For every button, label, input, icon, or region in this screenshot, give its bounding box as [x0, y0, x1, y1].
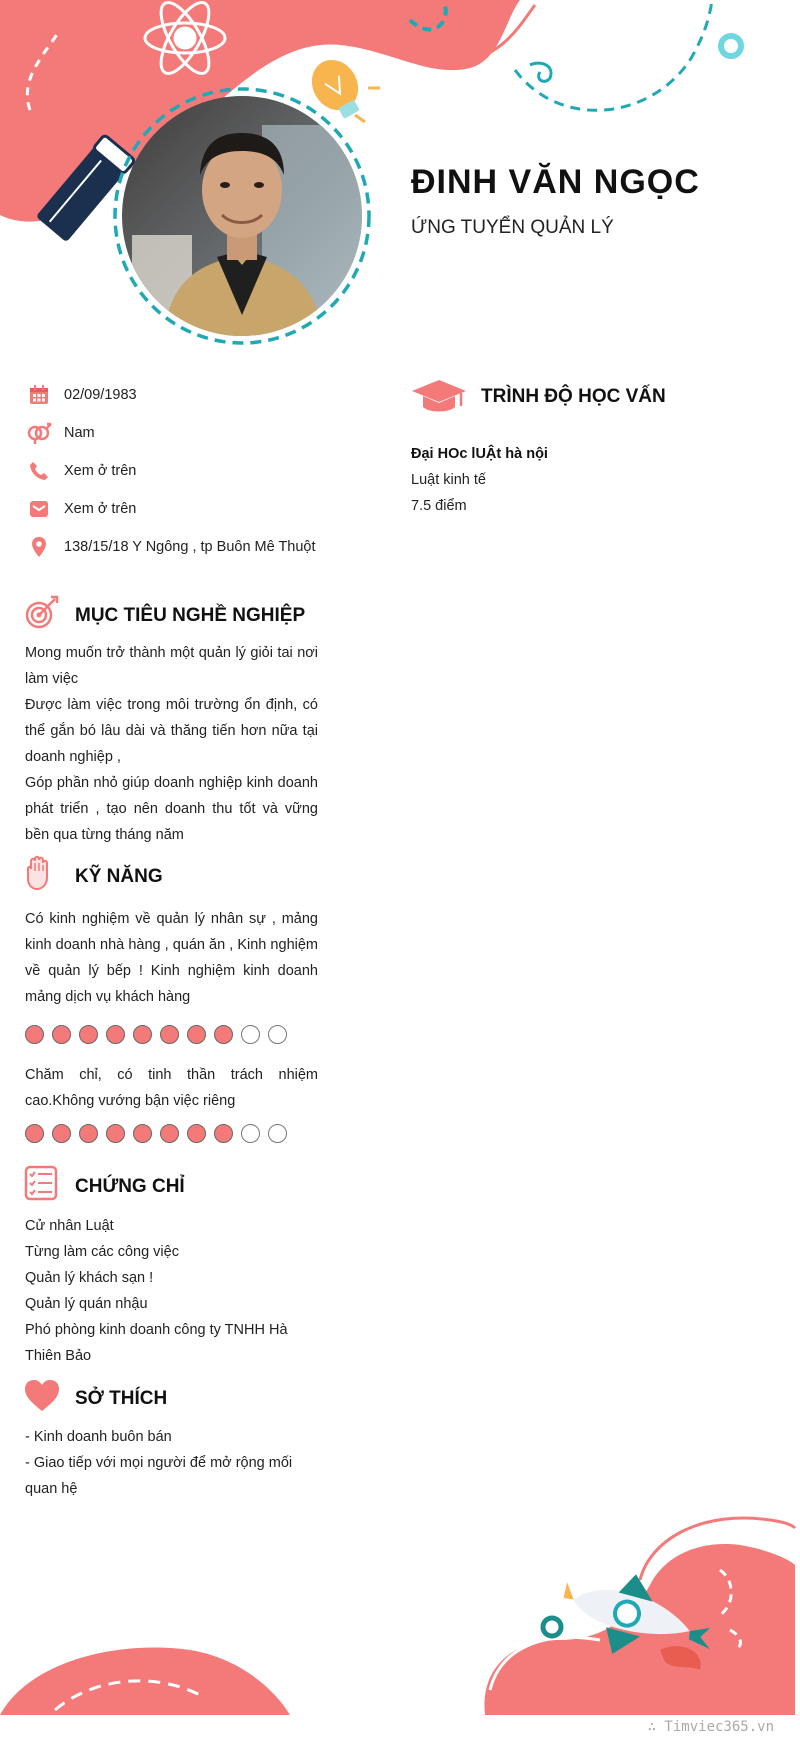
address-row: [26, 535, 316, 559]
checklist-icon: [24, 1165, 60, 1201]
rating-dot-empty: [241, 1025, 260, 1044]
location-pin-icon: [26, 536, 52, 558]
address-text: 138/15/18 Y Ngông , tp Buôn Mê Thuột: [64, 539, 316, 555]
job-position: ỨNG TUYỂN QUẢN LÝ: [411, 217, 614, 238]
gender-text: Nam: [64, 425, 95, 441]
birthdate-row: [26, 383, 137, 407]
calendar-icon: [26, 384, 52, 406]
rating-dot-filled: [25, 1124, 44, 1143]
fist-icon: [22, 855, 58, 891]
certificate-item: Quản lý khách sạn !: [25, 1270, 154, 1286]
email-text: Xem ở trên: [64, 501, 137, 517]
skill-1-text: Có kinh nghiệm về quản lý nhân sự , mảng kinh doanh nhà hàng , quán ăn , Kinh nghiệm về quản lý bếp ! Kinh nghiệm kinh doanh mảng dịch vụ khách hàng: [25, 911, 318, 1005]
objective-title: MỤC TIÊU NGHỀ NGHIỆP: [75, 605, 306, 626]
certificates-list: [25, 1213, 318, 1369]
bottom-decoration: [0, 1500, 800, 1720]
gender-icon: [26, 422, 52, 444]
watermark-icon: ∴: [647, 1719, 665, 1735]
gender-row: [26, 421, 95, 445]
certificate-item: Từng làm các công việc: [25, 1244, 179, 1260]
education-major: Luật kinh tế: [411, 472, 486, 488]
objective-text: [25, 640, 318, 848]
objective-line: Được làm việc trong môi trường ổn định, có thể gắn bó lâu dài và thăng tiến hơn nữa tại doanh nghiệp ,: [25, 697, 318, 765]
rating-dot-filled: [52, 1124, 71, 1143]
hobbies-title: SỞ THÍCH: [75, 1388, 168, 1409]
rating-dot-filled: [52, 1025, 71, 1044]
rating-dot-filled: [160, 1025, 179, 1044]
objective-line: Mong muốn trở thành một quản lý giỏi tai nơi làm việc: [25, 645, 318, 687]
skill-2-text: Chăm chỉ, có tinh thần trách nhiệm cao.Không vướng bận việc riêng: [25, 1067, 318, 1109]
target-icon: [24, 595, 60, 631]
education-school: Đại HOc lUẬt hà nội: [411, 446, 548, 462]
watermark: [648, 1719, 774, 1735]
rating-dot-filled: [79, 1124, 98, 1143]
certificates-title: CHỨNG CHỈ: [75, 1176, 185, 1197]
certificate-item: Cử nhân Luật: [25, 1218, 114, 1234]
phone-text: Xem ở trên: [64, 463, 137, 479]
rating-dot-filled: [106, 1025, 125, 1044]
certificate-item: Phó phòng kinh doanh công ty TNHH Hà Thiên Bảo: [25, 1322, 288, 1364]
rating-dot-filled: [187, 1025, 206, 1044]
rating-dot-filled: [79, 1025, 98, 1044]
avatar: [112, 85, 372, 347]
rating-dot-filled: [133, 1025, 152, 1044]
education-score: 7.5 điểm: [411, 498, 467, 514]
rating-dot-filled: [187, 1124, 206, 1143]
rating-dot-filled: [214, 1124, 233, 1143]
rating-dot-filled: [160, 1124, 179, 1143]
rating-dot-filled: [133, 1124, 152, 1143]
rating-dot-empty: [268, 1124, 287, 1143]
hobby-item: - Kinh doanh buôn bán: [25, 1429, 172, 1445]
rating-dot-empty: [268, 1025, 287, 1044]
phone-icon: [26, 460, 52, 482]
phone-row: [26, 459, 136, 483]
hobbies-list: [25, 1424, 318, 1502]
skills-title: KỸ NĂNG: [75, 866, 163, 887]
certificate-item: Quản lý quán nhậu: [25, 1296, 148, 1312]
rating-dot-empty: [241, 1124, 260, 1143]
email-row: [26, 497, 136, 521]
rating-dot-filled: [25, 1025, 44, 1044]
hobby-item: - Giao tiếp với mọi người để mở rộng mối quan hệ: [25, 1455, 293, 1497]
objective-line: Góp phần nhỏ giúp doanh nghiệp kinh doanh phát triển , tạo nên doanh thu tốt và vững bền qua từng tháng năm: [25, 775, 318, 843]
rating-dot-filled: [214, 1025, 233, 1044]
candidate-name: ĐINH VĂN NGỌC: [411, 163, 700, 201]
graduation-cap-icon: [411, 378, 467, 414]
skill-1-rating: [25, 1025, 287, 1044]
email-icon: [26, 498, 52, 520]
watermark-text: Timviec365.vn: [664, 1719, 774, 1735]
education-title: TRÌNH ĐỘ HỌC VẤN: [481, 386, 666, 407]
skill-2-rating: [25, 1124, 287, 1143]
heart-icon: [24, 1378, 60, 1414]
birthdate-text: 02/09/1983: [64, 387, 137, 403]
rating-dot-filled: [106, 1124, 125, 1143]
